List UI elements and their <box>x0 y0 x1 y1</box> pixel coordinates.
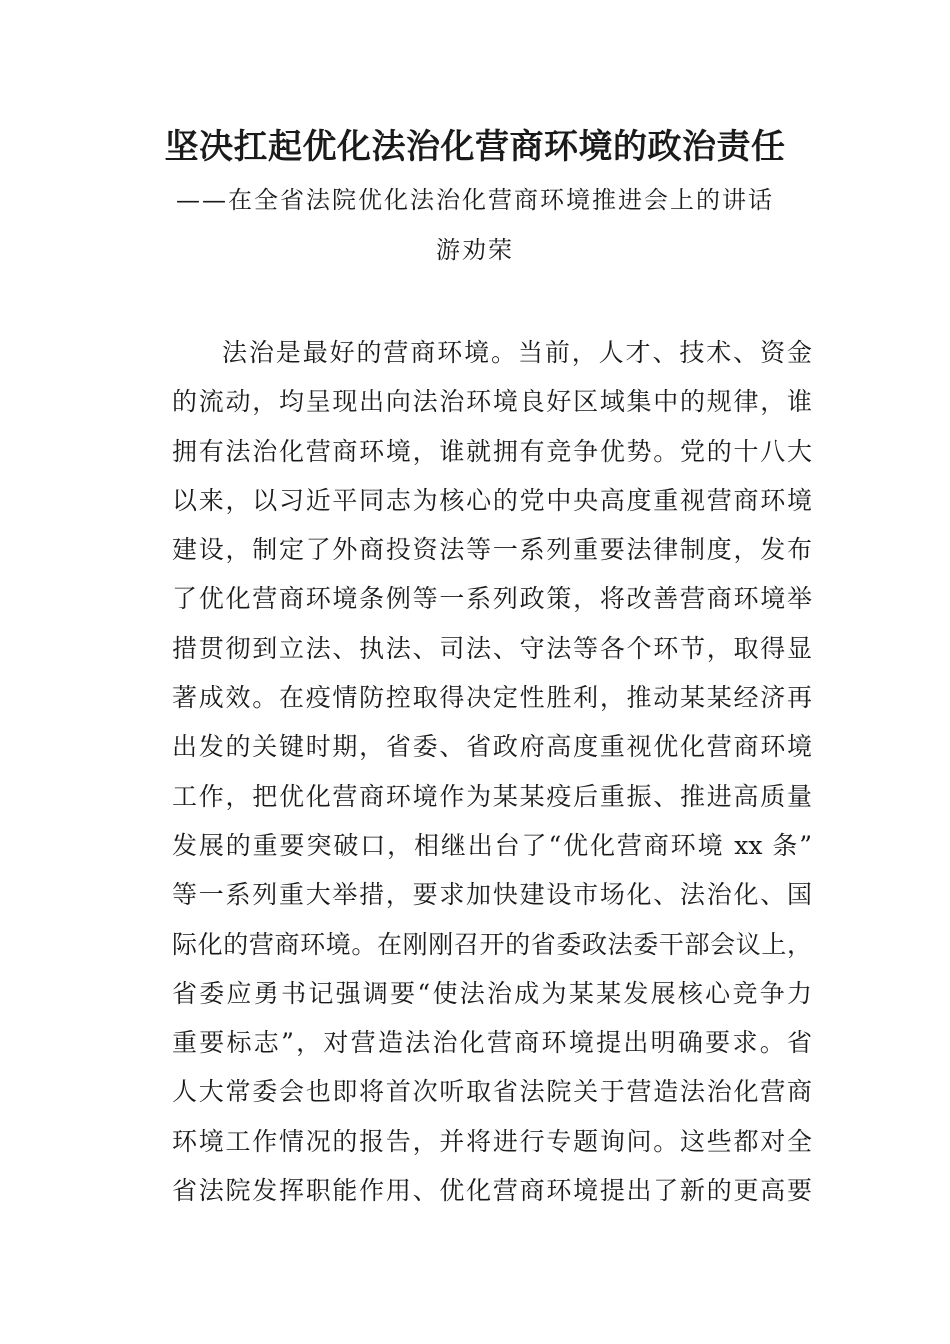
author-name: 游劝荣 <box>436 236 514 264</box>
body-line: 工作，把优化营商环境作为某某疫后重振、推进高质量 <box>172 781 812 811</box>
body-line: 的流动，均呈现出向法治环境良好区域集中的规律，谁 <box>172 387 812 417</box>
document-title: 坚决扛起优化法治化营商环境的政治责任 <box>164 127 786 167</box>
body-line: 法治是最好的营商环境。当前，人才、技术、资金 <box>222 338 812 367</box>
body-line: 省委应勇书记强调要“使法治成为某某发展核心竞争力 <box>172 978 812 1008</box>
body-line: 拥有法治化营商环境，谁就拥有竞争优势。党的十八大 <box>172 436 812 466</box>
body-line: 省法院发挥职能作用、优化营商环境提出了新的更高要 <box>172 1176 812 1206</box>
body-line: 了优化营商环境条例等一系列政策，将改善营商环境举 <box>172 584 812 614</box>
document-subtitle: ——在全省法院优化法治化营商环境推进会上的讲话 <box>176 186 774 214</box>
body-line: 著成效。在疫情防控取得决定性胜利，推动某某经济再 <box>172 683 812 713</box>
body-line: 出发的关键时期，省委、省政府高度重视优化营商环境 <box>172 732 812 762</box>
body-line: 以来，以习近平同志为核心的党中央高度重视营商环境 <box>172 485 812 515</box>
body-paragraph <box>172 328 812 1215</box>
body-line: 等一系列重大举措，要求加快建设市场化、法治化、国 <box>172 880 812 910</box>
body-line: 环境工作情况的报告，并将进行专题询问。这些都对全 <box>172 1126 812 1156</box>
body-line: 建设，制定了外商投资法等一系列重要法律制度，发布 <box>172 535 812 565</box>
body-line: 重要标志”，对营造法治化营商环境提出明确要求。省 <box>172 1028 812 1058</box>
body-line: 发展的重要突破口，相继出台了“优化营商环境 xx 条” <box>172 830 812 860</box>
body-line: 人大常委会也即将首次听取省法院关于营造法治化营商 <box>172 1077 812 1107</box>
body-line: 际化的营商环境。在刚刚召开的省委政法委干部会议上， <box>172 929 812 959</box>
body-line: 措贯彻到立法、执法、司法、守法等各个环节，取得显 <box>172 633 812 663</box>
